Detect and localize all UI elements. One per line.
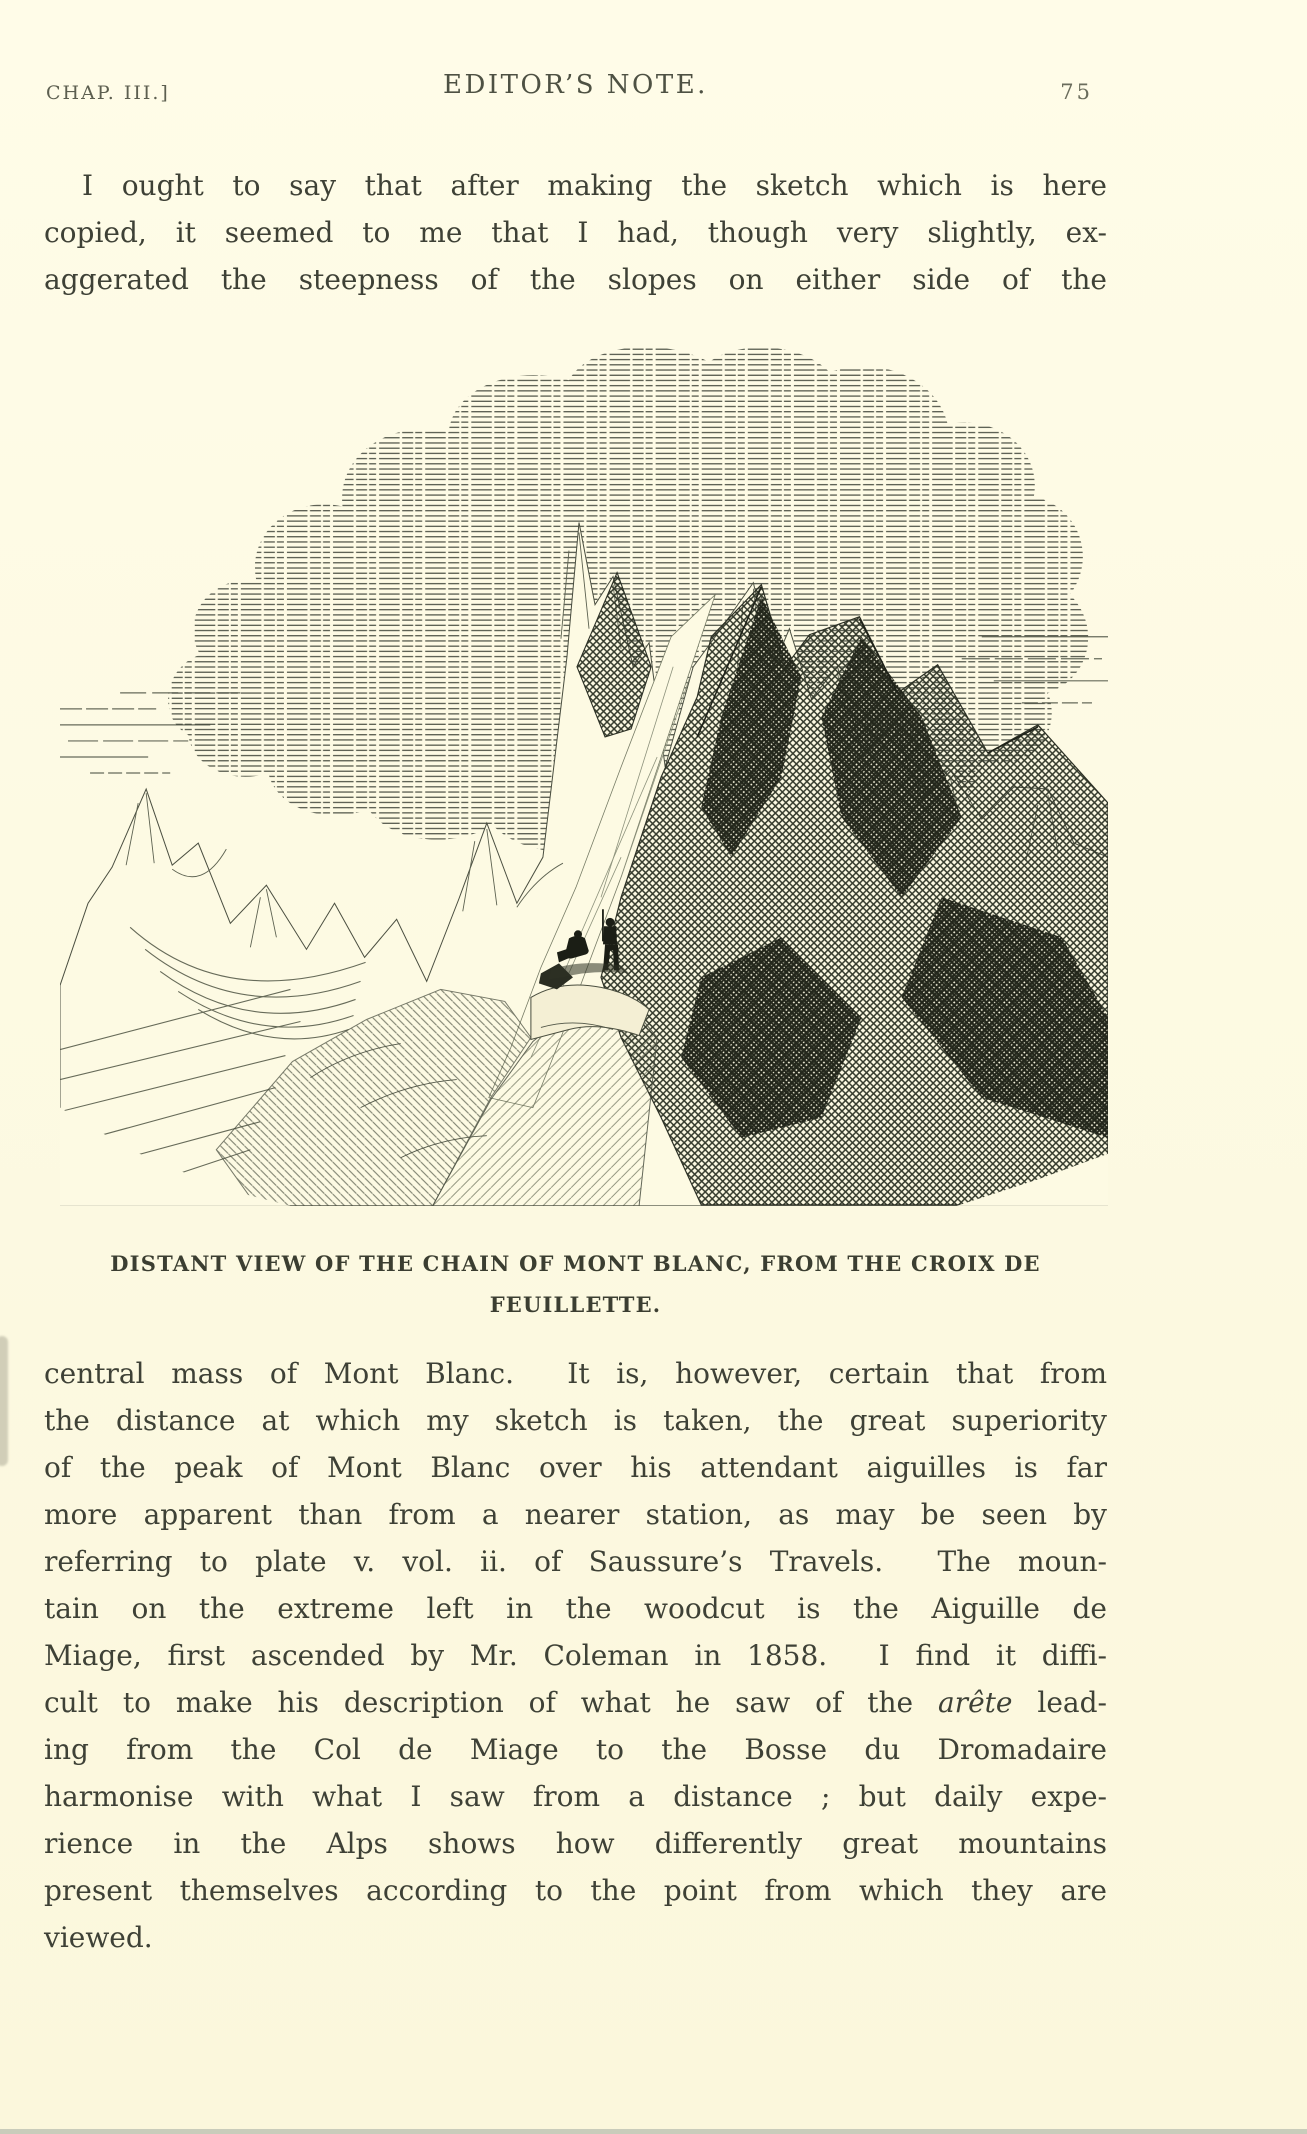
chapter-header: CHAP. III.] [46,82,170,104]
text-line: viewed. [44,1921,153,1954]
text-line: ing from the Col de Miage to the Bosse du Dromadaire [44,1733,1107,1766]
caption-line-1: DISTANT VIEW OF THE CHAIN OF MONT BLANC, FROM THE CROIX DE [110,1251,1041,1276]
text-line: I ought to say that after making the sketch which is here [82,169,1107,202]
engraving-mont-blanc [60,336,1108,1206]
text-line: of the peak of Mont Blanc over his attendant aiguilles is far [44,1451,1107,1484]
page-number: 75 [1060,80,1093,104]
text-line: present themselves according to the point from which they are [44,1874,1107,1907]
arete-post: lead- [1012,1686,1107,1719]
text-line: the distance at which my sketch is taken, the great superiority [44,1404,1107,1437]
text-line: harmonise with what I saw from a distance ; but daily expe- [44,1780,1107,1813]
arete-italic: arête [937,1686,1013,1719]
text-line: tain on the extreme left in the woodcut is the Aiguille de [44,1592,1107,1625]
caption-line-2: FEUILLETTE. [489,1292,662,1317]
page-bottom-edge [0,2129,1307,2134]
text-line: copied, it seemed to me that I had, though very slightly, ex- [44,216,1107,249]
scan-edge-smudge [0,1336,8,1466]
text-line: Miage, first ascended by Mr. Coleman in 1858. I find it diffi- [44,1639,1107,1672]
text-line-arete [44,1679,1107,1726]
text-line: rience in the Alps shows how differently great mountains [44,1827,1107,1860]
paragraph-top [44,162,1107,303]
text-line: central mass of Mont Blanc. It is, however, certain that from [44,1357,1107,1390]
engraving-svg [60,336,1108,1206]
figure-caption [44,1243,1107,1325]
arete-pre: cult to make his description of what he saw of the [44,1686,938,1719]
page-title: EDITOR’S NOTE. [443,70,708,100]
text-line: aggerated the steepness of the slopes on either side of the [44,263,1107,296]
paragraph-bottom [44,1350,1107,1961]
text-line: referring to plate v. vol. ii. of Saussure’s Travels. The moun- [44,1545,1107,1578]
text-line: more apparent than from a nearer station, as may be seen by [44,1498,1107,1531]
